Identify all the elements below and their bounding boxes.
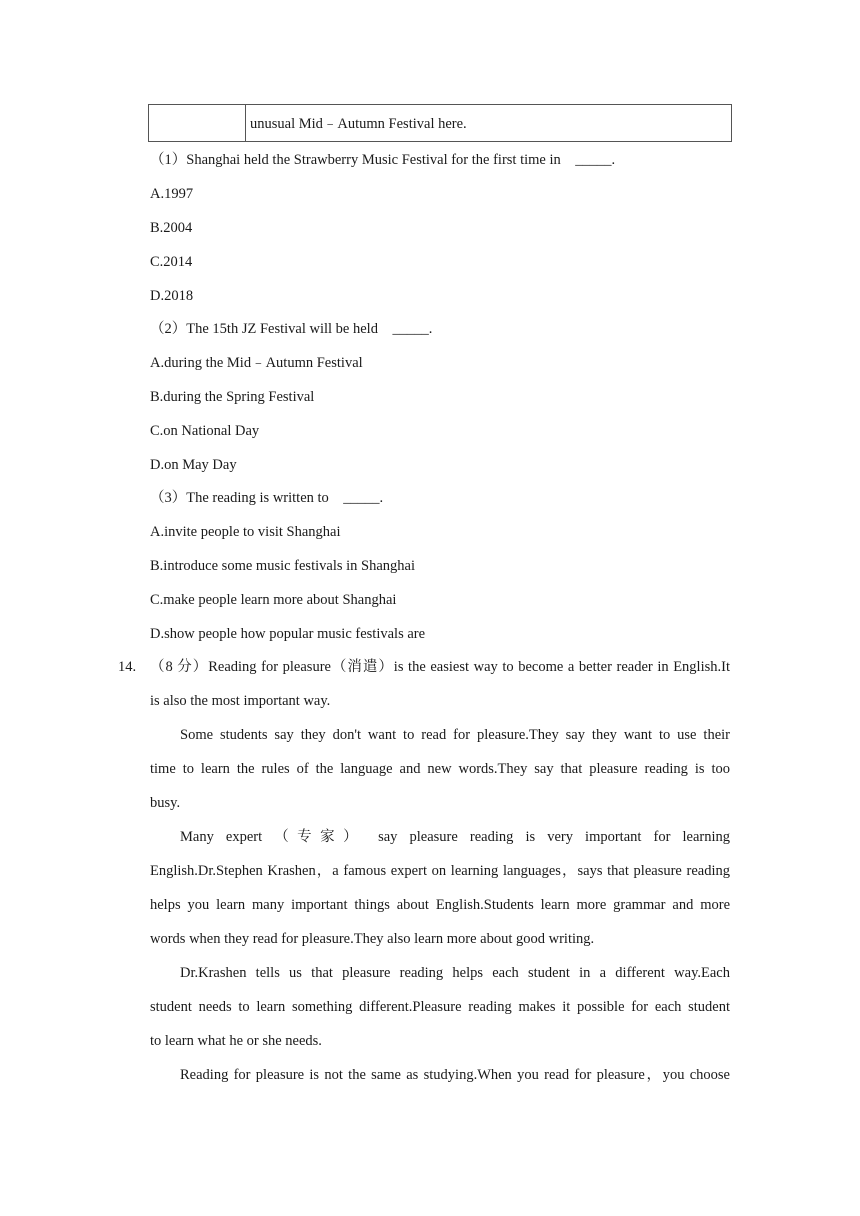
item-14-number: 14.	[118, 659, 137, 675]
passage-line: Many expert （专家） say pleasure reading is very important for learning	[180, 829, 730, 845]
passage-line: Dr.Krashen tells us that pleasure reading helps each student in a different way.Each	[180, 965, 730, 981]
passage-line: Reading for pleasure is not the same as studying.When you read for pleasure，you choose	[180, 1067, 730, 1083]
question-1-option-a: A.1997	[150, 186, 194, 202]
question-1-stem: （1）Shanghai held the Strawberry Music Festival for the first time in _____.	[150, 152, 616, 168]
table-cell-empty	[149, 105, 246, 141]
passage-line: is also the most important way.	[150, 693, 331, 709]
item-14-passage	[150, 650, 730, 1092]
question-1-option-d: D.2018	[150, 288, 194, 304]
question-3-option-c: C.make people learn more about Shanghai	[150, 592, 397, 608]
festival-table	[148, 104, 732, 142]
passage-line: student needs to learn something different.Pleasure reading makes it possible for each student	[150, 999, 730, 1015]
passage-line: busy.	[150, 795, 181, 811]
passage-line: English.Dr.Stephen Krashen，a famous expert on learning languages，says that pleasure reading	[150, 863, 730, 879]
passage-line: Some students say they don't want to read for pleasure.They say they want to use their	[180, 727, 730, 743]
question-3-option-d: D.show people how popular music festivals are	[150, 626, 426, 642]
question-2-option-c: C.on National Day	[150, 423, 260, 439]
passage-line: time to learn the rules of the language and new words.They say that pleasure reading is too	[150, 761, 730, 777]
question-1-option-b: B.2004	[150, 220, 193, 236]
question-3-stem: （3）The reading is written to _____.	[150, 490, 384, 506]
passage-line: words when they read for pleasure.They also learn more about good writing.	[150, 931, 595, 947]
table-cell-text: unusual Mid﹣Autumn Festival here.	[250, 116, 467, 132]
passage-line: to learn what he or she needs.	[150, 1033, 322, 1049]
question-2-option-a: A.during the Mid﹣Autumn Festival	[150, 355, 363, 371]
passage-line: （8 分）Reading for pleasure（消遣）is the easiest way to become a better reader in English.It	[150, 659, 730, 675]
question-1-option-c: C.2014	[150, 254, 193, 270]
question-3-option-b: B.introduce some music festivals in Shanghai	[150, 558, 415, 574]
question-2-option-b: B.during the Spring Festival	[150, 389, 315, 405]
question-2-stem: （2）The 15th JZ Festival will be held _____.	[150, 321, 433, 337]
question-2-option-d: D.on May Day	[150, 457, 237, 473]
passage-line: helps you learn many important things about English.Students learn more grammar and more	[150, 897, 730, 913]
question-3-option-a: A.invite people to visit Shanghai	[150, 524, 341, 540]
